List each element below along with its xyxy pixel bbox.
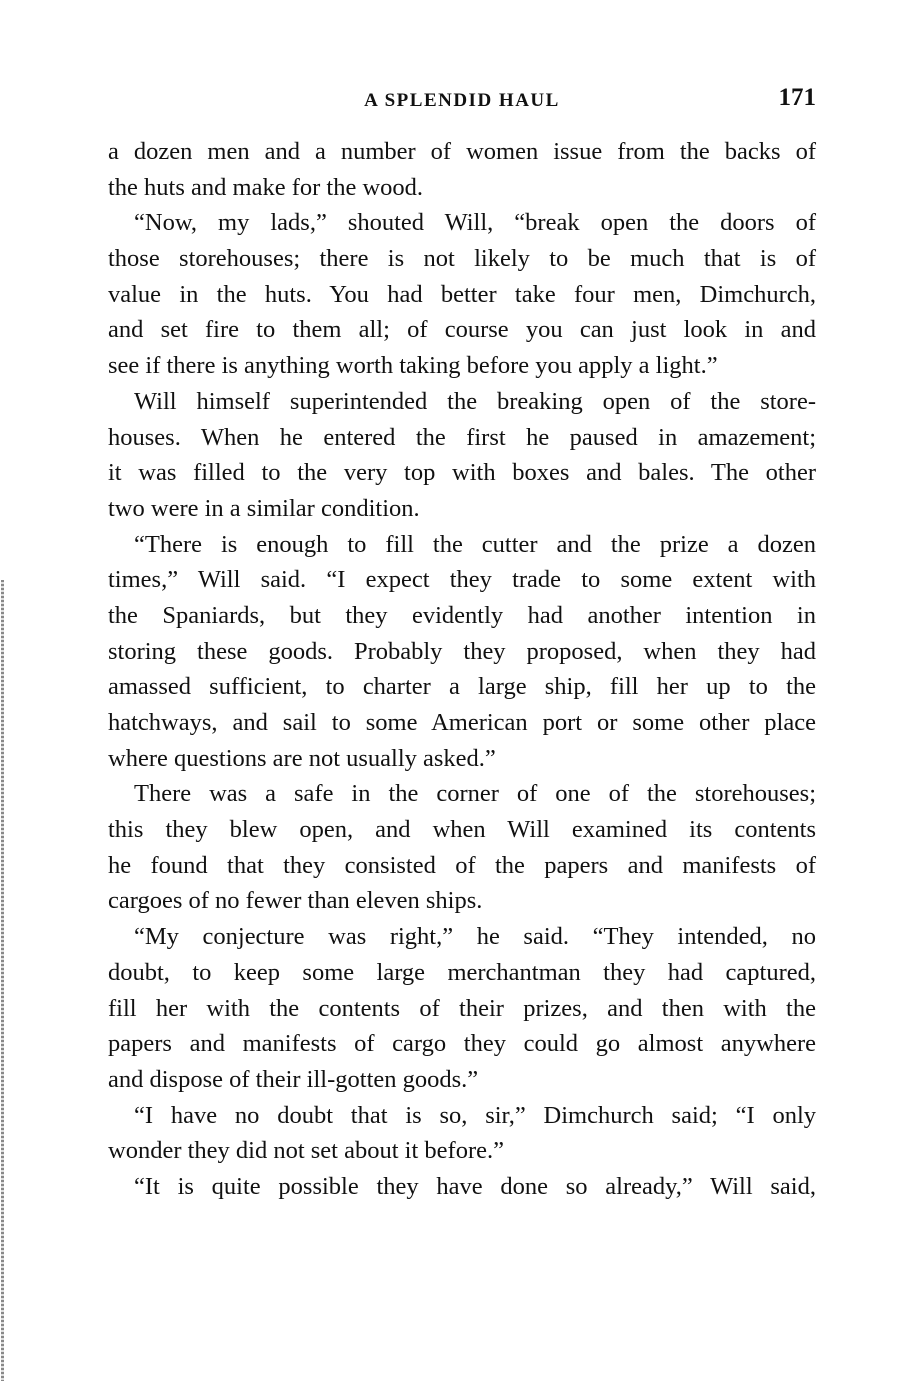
text-line: amassed sufficient, to charter a large ship, fill her up to the xyxy=(108,673,816,701)
text-line: “My conjecture was right,” he said. “They intended, no xyxy=(134,923,816,951)
text-line: see if there is anything worth taking before you apply a light.” xyxy=(108,352,718,380)
text-line: and dispose of their ill-gotten goods.” xyxy=(108,1065,479,1093)
text-line: and set fire to them all; of course you can just look in and xyxy=(108,316,816,344)
text-line: wonder they did not set about it before.” xyxy=(108,1137,504,1165)
text-line: houses. When he entered the first he paused in amazement; xyxy=(108,423,816,451)
text-line: doubt, to keep some large merchantman they had captured, xyxy=(108,958,816,986)
page-number: 171 xyxy=(778,84,816,111)
text-line: he found that they consisted of the papers and manifests of xyxy=(108,851,816,879)
text-line: “There is enough to fill the cutter and the prize a dozen xyxy=(134,530,816,558)
text-line: cargoes of no fewer than eleven ships. xyxy=(108,887,483,915)
text-line: “I have no doubt that is so, sir,” Dimchurch said; “I only xyxy=(134,1101,816,1129)
text-line: value in the huts. You had better take four men, Dimchurch, xyxy=(108,280,816,308)
text-line: hatchways, and sail to some American port or some other place xyxy=(108,709,816,736)
text-line: fill her with the contents of their prizes, and then with the xyxy=(108,994,816,1022)
text-line: the Spaniards, but they evidently had another intention in xyxy=(108,601,816,629)
text-line: “It is quite possible they have done so already,” Will said, xyxy=(134,1172,816,1200)
text-line: where questions are not usually asked.” xyxy=(108,744,496,772)
body-text xyxy=(108,134,816,1205)
text-line: those storehouses; there is not likely to be much that is of xyxy=(108,245,816,273)
text-line: this they blew open, and when Will examined its contents xyxy=(108,816,816,844)
scan-edge-artifact xyxy=(1,580,4,1381)
text-line: There was a safe in the corner of one of the storehouses; xyxy=(134,780,816,808)
text-line: the huts and make for the wood. xyxy=(108,173,424,201)
text-line: times,” Will said. “I expect they trade to some extent with xyxy=(108,566,816,594)
text-line: Will himself superintended the breaking open of the store- xyxy=(134,387,816,415)
text-line: “Now, my lads,” shouted Will, “break open the doors of xyxy=(134,209,816,237)
text-line: it was filled to the very top with boxes and bales. The other xyxy=(108,459,816,487)
running-title: A SPLENDID HAUL xyxy=(364,90,560,111)
text-line: papers and manifests of cargo they could go almost anywhere xyxy=(108,1030,816,1058)
page-header xyxy=(108,84,816,118)
text-line: storing these goods. Probably they proposed, when they had xyxy=(108,637,816,665)
text-line: two were in a similar condition. xyxy=(108,494,420,522)
text-line: a dozen men and a number of women issue from the backs of xyxy=(108,138,816,165)
